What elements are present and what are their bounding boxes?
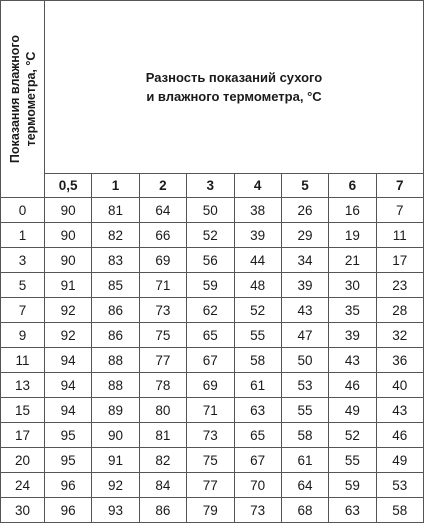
table-cell: 46 (376, 423, 423, 448)
main-header-row (1, 1, 424, 174)
table-cell: 94 (45, 348, 92, 373)
table-cell: 58 (281, 423, 328, 448)
table-cell: 39 (234, 223, 281, 248)
table-cell: 63 (234, 398, 281, 423)
table-cell: 92 (92, 473, 139, 498)
table-cell: 34 (281, 248, 328, 273)
table-cell: 81 (92, 198, 139, 223)
column-header: 2 (139, 174, 186, 198)
table-cell: 53 (376, 473, 423, 498)
table-cell: 79 (187, 498, 234, 523)
table-cell: 16 (329, 198, 376, 223)
table-cell: 88 (92, 348, 139, 373)
table-cell: 56 (187, 248, 234, 273)
row-header: 5 (1, 273, 45, 298)
table-row (1, 348, 424, 373)
table-cell: 52 (187, 223, 234, 248)
table-cell: 73 (234, 498, 281, 523)
table-cell: 55 (281, 398, 328, 423)
table-cell: 67 (187, 348, 234, 373)
table-cell: 44 (234, 248, 281, 273)
row-header: 11 (1, 348, 45, 373)
table-cell: 96 (45, 473, 92, 498)
table-row (1, 473, 424, 498)
table-cell: 43 (329, 348, 376, 373)
table-cell: 95 (45, 423, 92, 448)
table-row (1, 448, 424, 473)
row-header: 0 (1, 198, 45, 223)
table-cell: 23 (376, 273, 423, 298)
table-cell: 46 (329, 373, 376, 398)
table-cell: 90 (45, 248, 92, 273)
column-header: 4 (234, 174, 281, 198)
table-cell: 64 (139, 198, 186, 223)
table-cell: 80 (139, 398, 186, 423)
table-row (1, 273, 424, 298)
table-cell: 38 (234, 198, 281, 223)
table-cell: 55 (234, 323, 281, 348)
table-cell: 29 (281, 223, 328, 248)
table-cell: 49 (329, 398, 376, 423)
table-cell: 83 (92, 248, 139, 273)
row-header: 24 (1, 473, 45, 498)
table-cell: 90 (45, 198, 92, 223)
table-cell: 73 (139, 298, 186, 323)
table-row (1, 223, 424, 248)
row-header: 17 (1, 423, 45, 448)
table-cell: 62 (187, 298, 234, 323)
column-header: 5 (281, 174, 328, 198)
table-row (1, 373, 424, 398)
table-cell: 58 (234, 348, 281, 373)
table-cell: 28 (376, 298, 423, 323)
table-cell: 71 (187, 398, 234, 423)
table-cell: 11 (376, 223, 423, 248)
column-header: 3 (187, 174, 234, 198)
table-cell: 59 (329, 473, 376, 498)
table-cell: 82 (139, 448, 186, 473)
table-cell: 17 (376, 248, 423, 273)
table-cell: 30 (329, 273, 376, 298)
table-cell: 78 (139, 373, 186, 398)
table-cell: 43 (376, 398, 423, 423)
column-header: 6 (329, 174, 376, 198)
table-cell: 40 (376, 373, 423, 398)
table-cell: 52 (329, 423, 376, 448)
table-row (1, 248, 424, 273)
table-cell: 26 (281, 198, 328, 223)
table-cell: 50 (281, 348, 328, 373)
row-header: 15 (1, 398, 45, 423)
table-cell: 89 (92, 398, 139, 423)
row-header: 9 (1, 323, 45, 348)
table-cell: 70 (234, 473, 281, 498)
table-row (1, 398, 424, 423)
table-cell: 81 (139, 423, 186, 448)
row-header: 13 (1, 373, 45, 398)
table-cell: 92 (45, 298, 92, 323)
table-cell: 35 (329, 298, 376, 323)
table-cell: 86 (139, 498, 186, 523)
table-cell: 68 (281, 498, 328, 523)
table-row (1, 323, 424, 348)
table-cell: 93 (92, 498, 139, 523)
table-cell: 75 (187, 448, 234, 473)
table-cell: 65 (187, 323, 234, 348)
row-header: 20 (1, 448, 45, 473)
row-header: 1 (1, 223, 45, 248)
column-header-line-2: и влажного термометра, °C (146, 89, 322, 104)
table-cell: 7 (376, 198, 423, 223)
row-header: 3 (1, 248, 45, 273)
table-cell: 85 (92, 273, 139, 298)
row-header: 7 (1, 298, 45, 323)
table-cell: 77 (187, 473, 234, 498)
table-cell: 39 (281, 273, 328, 298)
table-cell: 50 (187, 198, 234, 223)
table-cell: 94 (45, 398, 92, 423)
column-header-line-1: Разность показаний сухого (145, 70, 323, 85)
table-cell: 67 (234, 448, 281, 473)
table-cell: 55 (329, 448, 376, 473)
table-cell: 36 (376, 348, 423, 373)
table-cell: 88 (92, 373, 139, 398)
table-cell: 73 (187, 423, 234, 448)
table-cell: 52 (234, 298, 281, 323)
table-row (1, 198, 424, 223)
table-cell: 91 (92, 448, 139, 473)
table-cell: 63 (329, 498, 376, 523)
row-header: 30 (1, 498, 45, 523)
table-cell: 39 (329, 323, 376, 348)
table-cell: 71 (139, 273, 186, 298)
column-header: 1 (92, 174, 139, 198)
table-cell: 77 (139, 348, 186, 373)
table-cell: 86 (92, 323, 139, 348)
table-row (1, 298, 424, 323)
row-header-cell (1, 1, 45, 198)
table-cell: 65 (234, 423, 281, 448)
table-cell: 32 (376, 323, 423, 348)
table-cell: 82 (92, 223, 139, 248)
table-cell: 69 (187, 373, 234, 398)
table-cell: 43 (281, 298, 328, 323)
table-cell: 96 (45, 498, 92, 523)
table-cell: 95 (45, 448, 92, 473)
table-row (1, 498, 424, 523)
table-cell: 90 (92, 423, 139, 448)
row-header-label: Показания влажного термометра, °C (7, 34, 38, 164)
table-cell: 69 (139, 248, 186, 273)
table-cell: 75 (139, 323, 186, 348)
table-cell: 19 (329, 223, 376, 248)
table-cell: 59 (187, 273, 234, 298)
table-cell: 64 (281, 473, 328, 498)
column-header: 0,5 (45, 174, 92, 198)
table-cell: 90 (45, 223, 92, 248)
table-cell: 61 (281, 448, 328, 473)
table-cell: 86 (92, 298, 139, 323)
column-header-cell (45, 1, 424, 174)
table-cell: 47 (281, 323, 328, 348)
table-cell: 21 (329, 248, 376, 273)
table-cell: 84 (139, 473, 186, 498)
table-cell: 48 (234, 273, 281, 298)
table-cell: 94 (45, 373, 92, 398)
table-cell: 49 (376, 448, 423, 473)
table-cell: 61 (234, 373, 281, 398)
table-row (1, 423, 424, 448)
column-header: 7 (376, 174, 423, 198)
table-cell: 53 (281, 373, 328, 398)
table-cell: 91 (45, 273, 92, 298)
table-cell: 92 (45, 323, 92, 348)
table-cell: 66 (139, 223, 186, 248)
column-values-row (1, 174, 424, 198)
table-cell: 58 (376, 498, 423, 523)
